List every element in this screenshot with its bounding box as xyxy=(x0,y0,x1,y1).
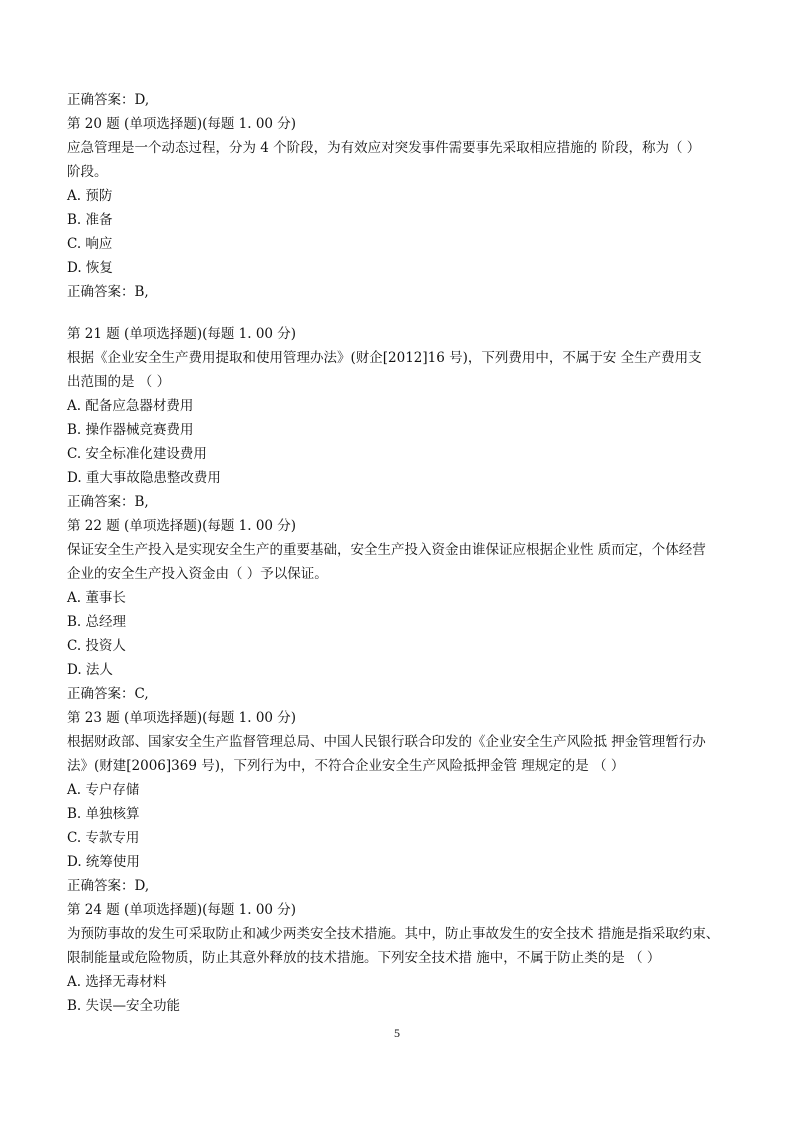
question-header: 第 21 题 (单项选择题)(每题 1. 00 分) xyxy=(67,326,297,342)
option-b: B. 失误—安全功能 xyxy=(67,998,181,1014)
question-header: 第 20 题 (单项选择题)(每题 1. 00 分) xyxy=(67,116,297,132)
question-text: 法》(财建[2006]369 号)，下列行为中，不符合企业安全生产风险抵押金管 理规定的是 （ ） xyxy=(67,758,625,774)
option-b: B. 总经理 xyxy=(67,614,127,630)
question-text: 出范围的是 （ ） xyxy=(67,374,171,390)
question-text: 为预防事故的发生可采取防止和减少两类安全技术措施。其中，防止事故发生的安全技术 措施是指采取约束、 xyxy=(67,926,720,942)
question-text: 企业的安全生产投入资金由（ ）予以保证。 xyxy=(67,566,328,582)
option-d: D. 恢复 xyxy=(67,260,113,276)
question-header: 第 24 题 (单项选择题)(每题 1. 00 分) xyxy=(67,902,297,918)
spacer xyxy=(67,304,747,322)
option-a: A. 专户存储 xyxy=(67,782,140,798)
option-c: C. 投资人 xyxy=(67,638,126,654)
option-b: B. 操作器械竞赛费用 xyxy=(67,422,194,438)
question-header: 第 23 题 (单项选择题)(每题 1. 00 分) xyxy=(67,710,297,726)
answer-line: 正确答案：D, xyxy=(67,878,150,894)
question-text: 根据《企业安全生产费用提取和使用管理办法》(财企[2012]16 号)，下列费用中，不属于安 全生产费用支 xyxy=(67,350,702,366)
answer-line: 正确答案：B, xyxy=(67,494,149,510)
question-text: 阶段。 xyxy=(67,164,108,180)
option-b: B. 准备 xyxy=(67,212,113,228)
option-c: C. 响应 xyxy=(67,236,113,252)
option-c: C. 安全标准化建设费用 xyxy=(67,446,207,462)
option-c: C. 专款专用 xyxy=(67,830,140,846)
option-a: A. 董事长 xyxy=(67,590,126,606)
page-number: 5 xyxy=(394,1026,400,1040)
question-text: 限制能量或危险物质，防止其意外释放的技术措施。下列安全技术措 施中，不属于防止类的是 （ ） xyxy=(67,950,661,966)
answer-line: 正确答案：B, xyxy=(67,284,149,300)
option-d: D. 统筹使用 xyxy=(67,854,140,870)
question-text: 应急管理是一个动态过程，分为 4 个阶段，为有效应对突发事件需要事先采取相应措施的 阶段，称为（ ） xyxy=(67,140,701,156)
option-b: B. 单独核算 xyxy=(67,806,140,822)
option-a: A. 选择无毒材料 xyxy=(67,974,167,990)
question-text: 保证安全生产投入是实现安全生产的重要基础，安全生产投入资金由谁保证应根据企业性 质而定，个体经营 xyxy=(67,542,706,558)
option-d: D. 重大事故隐患整改费用 xyxy=(67,470,221,486)
question-header: 第 22 题 (单项选择题)(每题 1. 00 分) xyxy=(67,518,297,534)
question-text: 根据财政部、国家安全生产监督管理总局、中国人民银行联合印发的《企业安全生产风险抵 押金管理暂行办 xyxy=(67,734,706,750)
answer-line: 正确答案：C, xyxy=(67,686,149,702)
option-a: A. 预防 xyxy=(67,188,113,204)
answer-line: 正确答案：D, xyxy=(67,92,150,108)
option-a: A. 配备应急器材费用 xyxy=(67,398,194,414)
option-d: D. 法人 xyxy=(67,662,113,678)
page-content xyxy=(67,88,747,1018)
